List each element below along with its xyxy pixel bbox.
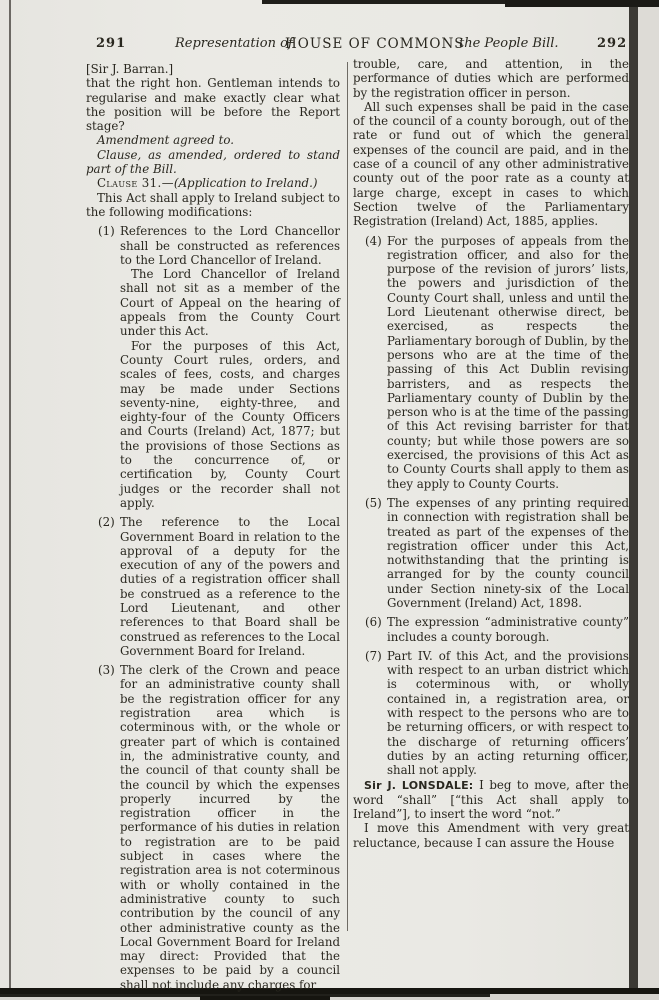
paragraph-continuation: trouble, care, and attention, in the performance of duties which are performed by the registration officer in person.: [353, 57, 629, 100]
clause-heading-title: (Application to Ireland.): [173, 176, 318, 191]
item-body: [120, 663, 340, 992]
paragraph-closing: I move this Amendment with very great reluctance, because I can assure the House: [353, 821, 629, 850]
page-number-right: 292: [597, 36, 628, 51]
paragraph: The expression “administrative county” includes a county borough.: [387, 615, 629, 644]
clause-heading: [86, 176, 340, 190]
clause-subsection-1: [86, 224, 340, 510]
clause-subsection-5: [353, 496, 629, 610]
clause-intro-paragraph: This Act shall apply to Ireland subject to the following modifications:: [86, 190, 340, 219]
item-number: (2): [98, 515, 115, 530]
column-divider-rule: [347, 62, 348, 931]
item-body: [387, 649, 629, 778]
paragraph: The clerk of the Crown and peace for an administrative county shall be the registration officer for any registration area which is coterminous with, or the whole or greater part of which is contained in, the administrative county, and the council of that county shall be the council by which the expenses properly incurred by the registration officer in the performance of his duties in relation to registration are to be paid subject in cases where the registration area is not coterminous with or wholly contained in the administrative county to such contribution by the council of any other administrative county as the Local Government Board for Ireland may direct: Provided that the expenses to be paid by a council shall not include any charges for: [120, 663, 340, 992]
clause-subsection-7: [353, 649, 629, 778]
item-number: (6): [365, 615, 382, 630]
clause-heading-number: Clause 31.—: [97, 176, 174, 191]
scan-artifact-top-right-edge: [505, 0, 659, 7]
item-number: (7): [365, 648, 382, 663]
speech-text: I beg to move, after the word “shall” [“this Act shall apply to Ireland”], to insert the word “not.”: [353, 777, 629, 822]
scan-artifact-right-margin: [638, 0, 659, 1000]
clause-subsection-6: [353, 615, 629, 644]
paragraph: The reference to the Local Government Board in relation to the approval of a deputy for the execution of any of the powers and duties of a registration officer shall be construed as a reference to the Lord Lieutenant, and other references to that Board shall be construed as references to the Local Government Board for Ireland.: [120, 515, 340, 658]
running-title-left: Representation of: [175, 36, 293, 51]
paragraph: For the purposes of this Act, County Court rules, orders, and scales of fees, costs, and charges may be made under Sections seventy-nine, eighty-three, and eighty-four of the County Officers and Courts (Ireland) Act, 1877; but the provisions of those Sections as to the concurrence of, or certification by, County Court judges or the recorder shall not apply.: [120, 338, 340, 510]
clause-subsection-2: [86, 515, 340, 658]
paragraph: References to the Lord Chancellor shall be constructed as references to the Lord Chancellor of Ireland.: [120, 224, 340, 267]
scan-artifact-right-edge: [629, 0, 638, 1000]
paragraph-continuation: that the right hon. Gentleman intends to regularise and make exactly clear what the position will be before the Report stage?: [86, 76, 340, 134]
page-number-left: 291: [96, 36, 127, 51]
item-number: (5): [365, 495, 382, 510]
paragraph: For the purposes of appeals from the registration officer, and also for the purpose of the revision of jurors’ lists, the powers and jurisdiction of the County Court shall, unless and until the Lord Lieutenant otherwise direct, be exercised, as respects the Parliamentary borough of Dublin, by the persons who are at the time of the passing of this Act Dublin revising barristers, and as respects the Parliamentary county of Dublin by the person who is at the time of the passing of this Act revising barrister for that county; but while those powers are so exercised, the provisions of this Act as to County Courts shall apply to them as they apply to County Courts.: [387, 233, 629, 491]
paragraph: Part IV. of this Act, and the provisions with respect to an urban district which is coterminous with, or wholly contained in, a registration area, or with respect to the persons who are to be returning officers, or with respect to the discharge of returning officers’ duties by an acting returning officer, shall not apply.: [387, 648, 629, 778]
running-title-center: HOUSE OF COMMONS: [285, 36, 465, 52]
clause-subsection-3: [86, 663, 340, 992]
item-body: [387, 615, 629, 644]
clause-subsection-4: [353, 234, 629, 491]
item-number: (1): [98, 224, 115, 239]
item-body: [120, 515, 340, 658]
running-title-right: the People Bill.: [459, 36, 559, 51]
speech-paragraph-lonsdale: [353, 778, 629, 822]
item-body: [387, 496, 629, 610]
item-body: [120, 224, 340, 510]
paragraph: The expenses of any printing required in connection with registration shall be treated as part of the expenses of the registration officer under this Act, notwithstanding that the printing is arranged for by the county council under Section ninety-six of the Local Government (Ireland) Act, 1898.: [387, 495, 629, 610]
scan-artifact-bottom-tab: [200, 996, 330, 1000]
clause-ordered-line: Clause, as amended, ordered to stand part of the Bill.: [86, 147, 340, 177]
paragraph: The Lord Chancellor of Ireland shall not sit as a member of the Court of Appeal on the hearing of appeals from the County Court under this Act.: [120, 267, 340, 339]
column-left: [86, 62, 340, 992]
amendment-agreed-line: Amendment agreed to.: [97, 133, 234, 148]
column-right: [353, 57, 629, 850]
item-number: (3): [98, 663, 115, 678]
item-number: (4): [365, 233, 382, 248]
item-body: [387, 234, 629, 491]
paragraph-expenses: All such expenses shall be paid in the case of the council of a county borough, out of the rate or fund out of which the general expenses of the council are paid, and in the case of a council of any other administrative county out of the poor rate as a county at large charge, except in cases to which Section twelve of the Parliamentary Registration (Ireland) Act, 1885, applies.: [353, 99, 629, 229]
scan-artifact-left-edge: [9, 0, 11, 1000]
continuation-speaker-reference: [Sir J. Barran.]: [86, 62, 174, 76]
speaker-name: Sir J. LONSDALE:: [364, 778, 480, 792]
